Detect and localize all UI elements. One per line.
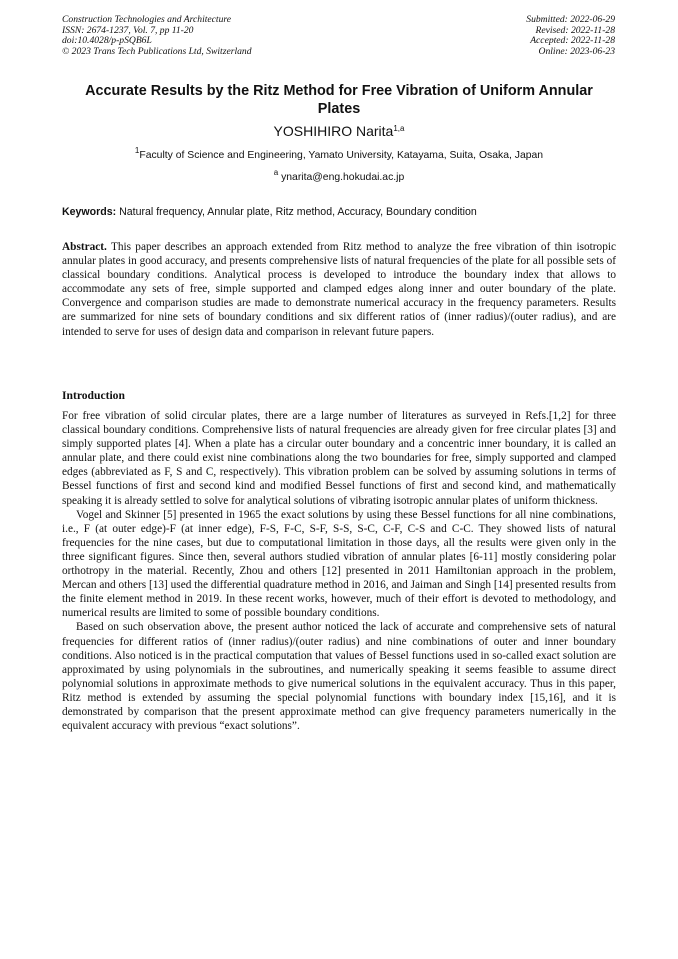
accepted-date: Accepted: 2022-11-28 (530, 35, 615, 47)
journal-issn: ISSN: 2674-1237, Vol. 7, pp 11-20 (62, 24, 194, 36)
paper-title: Accurate Results by the Ritz Method for Free Vibration of Uniform Annular Plates (85, 83, 593, 117)
affiliation (62, 146, 616, 161)
keywords-text: Natural frequency, Annular plate, Ritz method, Accuracy, Boundary condition (119, 206, 477, 218)
abstract (62, 240, 616, 339)
keywords-label: Keywords: (62, 206, 117, 218)
abstract-label: Abstract. (62, 241, 107, 253)
revised-date: Revised: 2022-11-28 (535, 24, 615, 36)
paragraph: Based on such observation above, the present author noticed the lack of accurate and comprehensive sets of natural frequencies for different ratios of (inner radius)/(outer radius) and nine combinations of outer and inner boundary conditions. Also noticed is in the practical computation that values of Bessel functions used in so-called exact solution are approximated by using polynomials in the subroutines, and numerically speaking it seems feasible to assume direct polynomial solutions in approximate methods to give numerical solutions in the equivalent accuracy. Thus in this paper, Ritz method is extended by assuming the special polynomial functions with boundary index [15,16], and it is demonstrated by comparison that the present approximate method can give frequency parameters numerically in the equivalent accuracy with previous “exact solutions”. (62, 621, 616, 733)
doi: doi:10.4028/p-pSQB6L (62, 35, 152, 47)
email-text: ynarita@eng.hokudai.ac.jp (281, 172, 405, 183)
author (62, 123, 616, 139)
online-date: Online: 2023-06-23 (538, 45, 615, 57)
email-sup: a (273, 168, 279, 177)
paragraph: For free vibration of solid circular plates, there are a large number of literatures as surveyed in Refs.[1,2] for three classical boundary conditions. Comprehensive lists of natural frequencies are already given for free circular plates [3] and simply supported plates [4]. When a plate has a circular outer boundary and a concentric inner boundary, it is called an annular plate, and there could exist nine combinations along the two boundaries for free, simply supported and clamped edges (abbreviated as F, S and C, respectively). This vibration problem can be solved by assuming solutions in terms of Bessel functions of first and second kind and modified Bessel functions of first and second kind, and mathematically speaking it is already settled to solve for analytical solutions of vibrating isotropic annular plates of uniform thickness. (62, 410, 616, 507)
submitted-date: Submitted: 2022-06-29 (526, 14, 615, 25)
copyright: © 2023 Trans Tech Publications Ltd, Switzerland (62, 45, 252, 57)
abstract-text: This paper describes an approach extended from Ritz method to analyze the free vibration of thin isotropic annular plates in good accuracy, and presents comprehensive lists of natural frequencies of the plate for all possible sets of classical boundary conditions. Analytical process is developed to introduce the boundary index that allows to accommodate any sets of free, simple supported and clamped edges along inner and outer boundary of the plate. Convergence and comparison studies are made to demonstrate numerical accuracy in the frequency parameters. Results are summarized for nine sets of boundary conditions and six different ratios of (inner radius)/(outer radius), and are intended to serve for uses of design data and comparison in relevant future papers. (62, 241, 616, 338)
affiliation-text: Faculty of Science and Engineering, Yamato University, Katayama, Suita, Osaka, Japan (139, 150, 544, 161)
journal-header-left (62, 15, 252, 57)
introduction-heading: Introduction (62, 389, 125, 402)
paragraph: Vogel and Skinner [5] presented in 1965 the exact solutions by using these Bessel functions for all nine combinations, i.e., F (at outer edge)-F (at inner edge), F-S, F-C, S-F, S-S, S-C, C-F, C-S and C-C. They showed lists of natural frequencies for the nine cases, but due to computational limitation in those days, all the results were given only in the three significant figures. Since then, several authors studied vibration of annular plates [6-11] mostly considering polar orthotropy in the material. Recently, Zhou and others [12] presented in 2011 Hamiltonian approach in the problem, Mercan and others [13] used the differential quadrature method in 2016, and Jaiman and Singh [14] presented results from the finite element method in 2019. In these recent works, however, much of their effort is devoted to methodology, and numerical results are limited to some of possible boundary conditions. (62, 508, 616, 620)
author-name: YOSHIHIRO Narita (273, 123, 394, 139)
journal-header-right (526, 15, 615, 57)
introduction-body (62, 409, 616, 733)
journal-name: Construction Technologies and Architecture (62, 14, 232, 25)
affiliation-sup: 1 (134, 146, 140, 155)
keywords (62, 206, 616, 218)
author-sup: 1,a (393, 124, 405, 133)
email (62, 168, 616, 183)
